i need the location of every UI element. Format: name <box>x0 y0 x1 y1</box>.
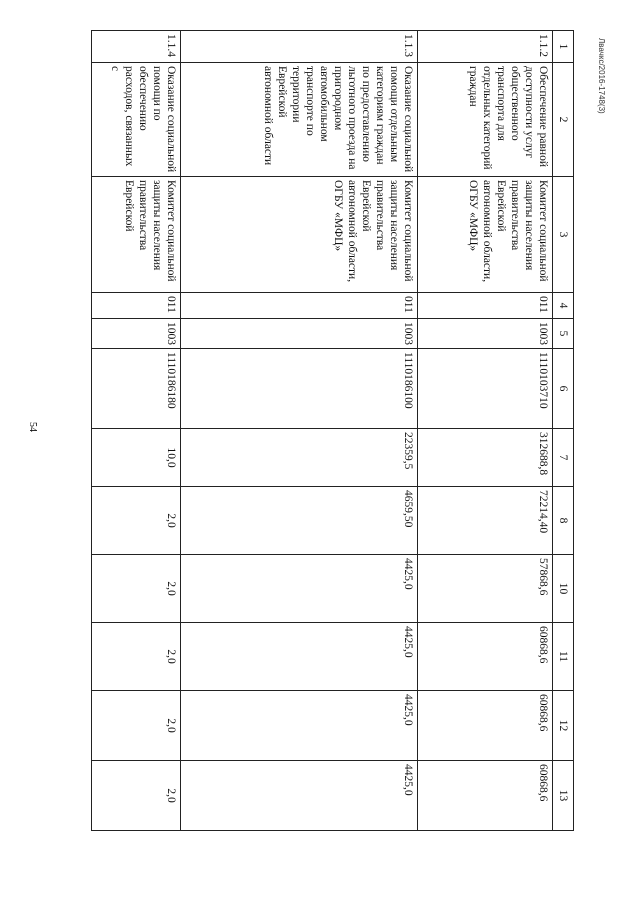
column-header: 3 <box>553 177 574 293</box>
document-code: Лвачкс/2016-1748(3) <box>597 38 606 114</box>
code-cell: 1110186100 <box>181 349 418 429</box>
value-cell: 57868,6 <box>418 555 553 623</box>
column-header: 11 <box>553 623 574 691</box>
budget-table <box>91 30 574 831</box>
value-cell: 2,0 <box>92 555 181 623</box>
page-number: 54 <box>27 422 38 432</box>
code-cell: 1110186180 <box>92 349 181 429</box>
value-cell: 312688,8 <box>418 429 553 487</box>
column-header: 4 <box>553 293 574 319</box>
code-cell: 011 <box>92 293 181 319</box>
column-header: 8 <box>553 487 574 555</box>
measure-name: Оказание социальной помощи по обеспечению расходов, связанных с <box>92 63 181 177</box>
value-cell: 4425,0 <box>181 623 418 691</box>
column-header: 2 <box>553 63 574 177</box>
column-header: 13 <box>553 761 574 831</box>
value-cell: 2,0 <box>92 487 181 555</box>
value-cell: 2,0 <box>92 623 181 691</box>
rotated-table-container <box>84 30 574 803</box>
row-number: 1.1.4 <box>92 31 181 63</box>
value-cell: 72214,40 <box>418 487 553 555</box>
column-header: 7 <box>553 429 574 487</box>
table-row <box>92 31 181 831</box>
executor: Комитет социальной защиты населения правительства Еврейской автономной области, ОГБУ «МФЦ» <box>418 177 553 293</box>
column-header: 5 <box>553 319 574 349</box>
header-row <box>553 31 574 831</box>
value-cell: 4425,0 <box>181 555 418 623</box>
value-cell: 60868,6 <box>418 623 553 691</box>
table-row <box>181 31 418 831</box>
code-cell: 011 <box>418 293 553 319</box>
column-header: 12 <box>553 691 574 761</box>
code-cell: 1110103710 <box>418 349 553 429</box>
executor: Комитет социальной защиты населения правительства Еврейской автономной области, ОГБУ «МФЦ» <box>181 177 418 293</box>
value-cell: 60868,6 <box>418 761 553 831</box>
column-header: 10 <box>553 555 574 623</box>
code-cell: 1003 <box>92 319 181 349</box>
value-cell: 4659,50 <box>181 487 418 555</box>
code-cell: 1003 <box>418 319 553 349</box>
value-cell: 22359,5 <box>181 429 418 487</box>
measure-name: Обеспечение равной доступности услуг общественного транспорта для отдельных категорий граждан <box>418 63 553 177</box>
value-cell: 2,0 <box>92 691 181 761</box>
row-number: 1.1.2 <box>418 31 553 63</box>
column-header: 6 <box>553 349 574 429</box>
table-row <box>418 31 553 831</box>
measure-name: Оказание социальной помощи отдельным категориям граждан по предоставлению льготного проезда на пригородном автомобильном транспорте по территории Еврейской автономной области <box>181 63 418 177</box>
column-header: 1 <box>553 31 574 63</box>
code-cell: 1003 <box>181 319 418 349</box>
executor: Комитет социальной защиты населения правительства Еврейской <box>92 177 181 293</box>
value-cell: 60868,6 <box>418 691 553 761</box>
value-cell: 4425,0 <box>181 691 418 761</box>
row-number: 1.1.3 <box>181 31 418 63</box>
value-cell: 10,0 <box>92 429 181 487</box>
value-cell: 2,0 <box>92 761 181 831</box>
value-cell: 4425,0 <box>181 761 418 831</box>
code-cell: 011 <box>181 293 418 319</box>
